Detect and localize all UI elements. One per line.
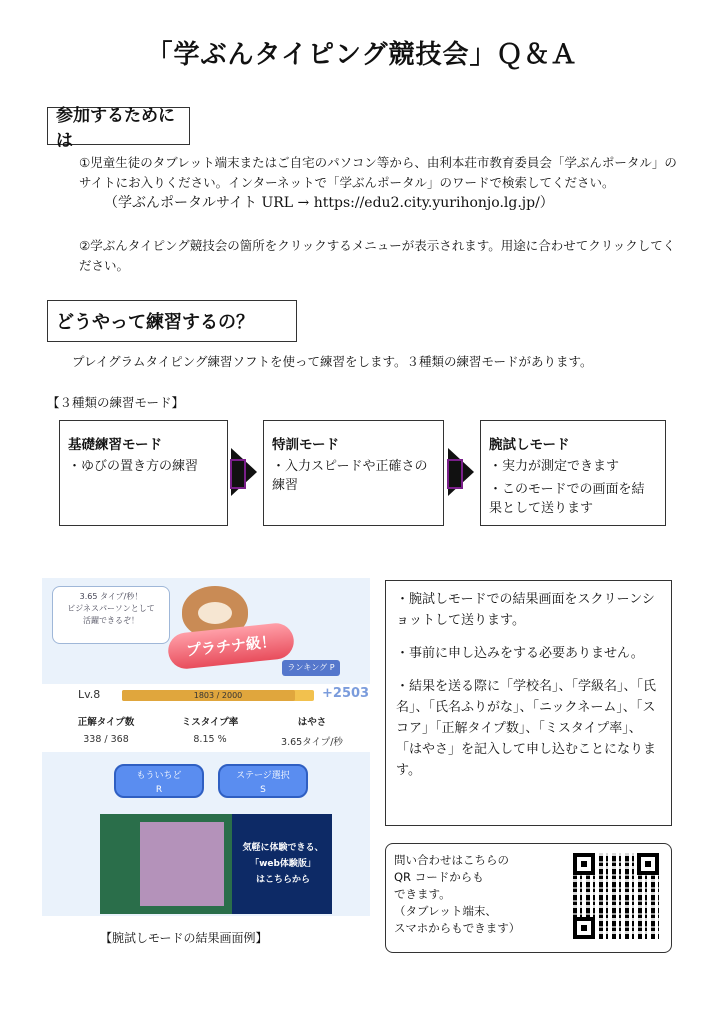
arrow-marker-icon (447, 459, 463, 489)
promo-line: 「web体験版」 (250, 859, 316, 869)
stat-label: はやさ (297, 717, 327, 728)
section-heading-participate: 参加するためには (47, 107, 190, 145)
level-label: Lv.8 (78, 688, 101, 701)
stage-label: ステージ選択 (236, 771, 290, 781)
code-blocks-image (140, 822, 224, 906)
stage-select-button[interactable] (218, 764, 308, 798)
info-item: ・腕試しモードでの結果画面をスクリーンショットして送ります。 (396, 592, 655, 628)
mode-title: 特訓モード (272, 437, 339, 453)
promo-line: 気軽に体験できる、 (242, 843, 324, 853)
bubble-text: ビジネスパーソンとして (67, 604, 155, 613)
retry-button[interactable] (114, 764, 204, 798)
bubble-speed: 3.65 タイプ/秒！ (79, 592, 143, 601)
speech-bubble (52, 586, 170, 644)
mode-title: 腕試しモード (489, 437, 570, 453)
mode-item: ・入力スピードや正確さの練習 (272, 459, 428, 493)
retry-key: R (155, 785, 163, 795)
info-item: ・事前に申し込みをする必要ありません。 (396, 646, 644, 661)
page-title: 「学ぶんタイピング競技会」Ｑ＆Ａ (146, 40, 578, 70)
qr-finder-icon (637, 853, 659, 875)
contact-line: できます。 (394, 887, 451, 901)
promo-line: はこちらから (255, 875, 310, 885)
instruction-1: ①児童生徒のタブレット端末またはご自宅のパソコン等から、由利本荘市教育委員会「学ぶんポータル」のサイトにお入りください。インターネットで「学ぶんポータル」のワードで検索してください。 (79, 155, 677, 190)
stat-label: 正解タイプ数 (77, 717, 135, 728)
arrow-marker-icon (230, 459, 246, 489)
mode-item: ・実力が測定できます (489, 459, 620, 474)
mode-box-training (263, 420, 444, 526)
xp-bar-text: 1803 / 2000 (193, 691, 243, 700)
screenshot-caption: 【腕試しモードの結果画面例】 (100, 931, 268, 945)
contact-line: スマホからもできます） (394, 921, 521, 935)
section-heading-practice: どうやって練習するの？ (47, 300, 297, 342)
mode-item: ・このモードでの画面を結果として送ります (489, 482, 645, 516)
contact-line: 問い合わせはこちらの (394, 853, 509, 867)
practice-intro: プレイグラムタイピング練習ソフトを使って練習をします。３種類の練習モードがあります。 (72, 354, 593, 369)
qr-finder-icon (573, 853, 595, 875)
info-box (385, 580, 672, 826)
portal-url: （学ぶんポータルサイト URL → https://edu2.city.yurihonjo.lg.jp/） (104, 195, 554, 211)
mode-item: ・ゆびの置き方の練習 (68, 459, 199, 474)
promo-text (238, 840, 328, 888)
cow-face-icon (198, 602, 232, 624)
stat-value: 8.15 % (193, 734, 227, 745)
stage-key: S (260, 785, 266, 795)
mode-title: 基礎練習モード (68, 437, 162, 453)
ranking-button[interactable]: ランキング P (282, 660, 340, 676)
contact-line: （タブレット端末、 (394, 904, 497, 918)
info-item: ・結果を送る際に「学校名」、「学級名」、「氏名」、「氏名ふりがな」、「ニックネーム」、「スコア」「正解タイプ数」、「ミスタイプ率」、「はやさ」を記入して申し込むことになります。 (396, 679, 657, 778)
xp-gain: +2503 (322, 686, 370, 701)
stat-label: ミスタイプ率 (181, 717, 239, 728)
contact-line: QR コードからも (394, 870, 484, 884)
instruction-2: ②学ぶんタイピング競技会の箇所をクリックするメニューが表示されます。用途に合わせてクリックしてください。 (79, 238, 676, 273)
rank-banner: プラチナ級！ (166, 622, 295, 671)
mode-box-test (480, 420, 666, 526)
stat-value: 3.65タイプ/秒 (281, 737, 343, 748)
modes-label: 【３種類の練習モード】 (47, 395, 185, 410)
stat-value: 338 / 368 (83, 734, 129, 745)
mode-box-basic (59, 420, 228, 526)
retry-label: もういちど (136, 771, 182, 781)
bubble-text: 活躍できるぞ！ (83, 616, 139, 625)
qr-finder-icon (573, 917, 595, 939)
